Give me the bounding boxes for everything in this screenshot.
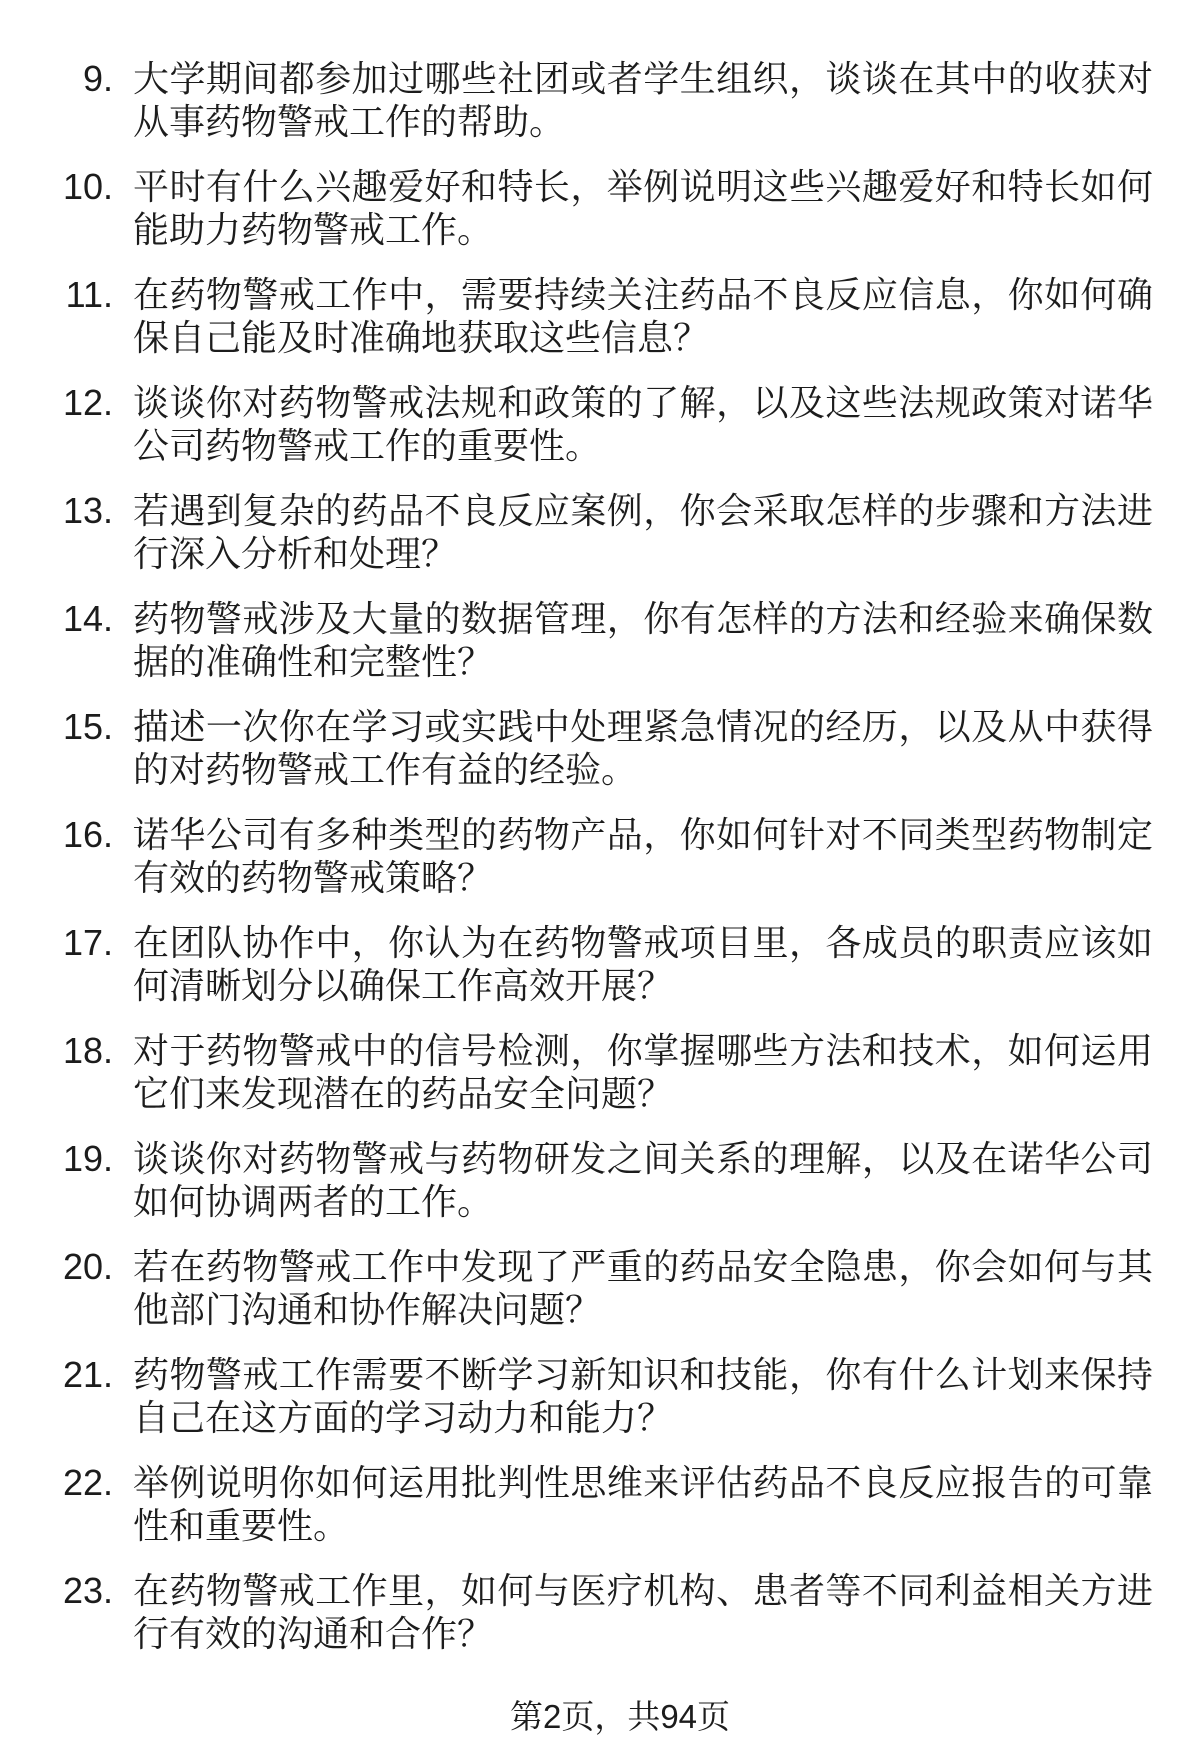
question-item	[0, 1029, 1190, 1115]
question-item	[0, 57, 1190, 143]
question-item	[0, 705, 1190, 791]
page-footer	[50, 1697, 1190, 1737]
question-line: 谈谈你对药物警戒法规和政策的了解，以及这些法规政策对诺华	[133, 382, 1153, 423]
question-item	[0, 813, 1190, 899]
question-line: 对于药物警戒中的信号检测，你掌握哪些方法和技术，如何运用	[133, 1030, 1153, 1071]
question-number: 9.	[82, 58, 113, 99]
question-line: 描述一次你在学习或实践中处理紧急情况的经历，以及从中获得	[133, 706, 1153, 747]
question-item	[0, 1353, 1190, 1439]
question-number: 17.	[62, 922, 113, 963]
page-number-label: 第2页，共94页	[509, 1698, 731, 1735]
question-line: 保自己能及时准确地获取这些信息？	[133, 317, 710, 358]
question-line: 的对药物警戒工作有益的经验。	[133, 749, 638, 790]
question-item	[0, 1245, 1190, 1331]
question-number: 10.	[62, 166, 113, 207]
question-text	[133, 1137, 1153, 1223]
question-line: 行深入分析和处理？	[133, 533, 458, 574]
question-line: 若遇到复杂的药品不良反应案例，你会采取怎样的步骤和方法进	[133, 490, 1153, 531]
question-line: 药物警戒涉及大量的数据管理，你有怎样的方法和经验来确保数	[133, 598, 1153, 639]
question-item	[0, 381, 1190, 467]
question-number: 18.	[62, 1030, 113, 1071]
question-item	[0, 1137, 1190, 1223]
question-line: 何清晰划分以确保工作高效开展？	[133, 965, 674, 1006]
question-line: 如何协调两者的工作。	[133, 1181, 494, 1222]
question-line: 他部门沟通和协作解决问题？	[133, 1289, 602, 1330]
question-line: 在药物警戒工作里，如何与医疗机构、患者等不同利益相关方进	[133, 1570, 1153, 1611]
question-line: 能助力药物警戒工作。	[133, 209, 494, 250]
question-text	[133, 165, 1153, 251]
question-list	[0, 57, 1190, 1677]
question-number: 21.	[62, 1354, 113, 1395]
question-line: 举例说明你如何运用批判性思维来评估药品不良反应报告的可靠	[133, 1462, 1153, 1503]
question-number: 14.	[62, 598, 113, 639]
question-line: 若在药物警戒工作中发现了严重的药品安全隐患，你会如何与其	[133, 1246, 1153, 1287]
question-text	[133, 273, 1153, 359]
question-item	[0, 921, 1190, 1007]
question-item	[0, 489, 1190, 575]
question-item	[0, 597, 1190, 683]
question-line: 药物警戒工作需要不断学习新知识和技能，你有什么计划来保持	[133, 1354, 1153, 1395]
question-text	[133, 921, 1153, 1007]
question-line: 自己在这方面的学习动力和能力？	[133, 1397, 674, 1438]
question-text	[133, 1569, 1153, 1655]
question-line: 谈谈你对药物警戒与药物研发之间关系的理解，以及在诺华公司	[133, 1138, 1153, 1179]
question-text	[133, 381, 1153, 467]
question-line: 它们来发现潜在的药品安全问题？	[133, 1073, 674, 1114]
question-number: 22.	[62, 1462, 113, 1503]
question-line: 性和重要性。	[133, 1505, 350, 1546]
question-number: 23.	[62, 1570, 113, 1611]
question-number: 15.	[62, 706, 113, 747]
question-line: 在药物警戒工作中，需要持续关注药品不良反应信息，你如何确	[133, 274, 1153, 315]
question-text	[133, 57, 1153, 143]
question-item	[0, 1461, 1190, 1547]
question-text	[133, 1245, 1153, 1331]
question-item	[0, 165, 1190, 251]
question-text	[133, 1461, 1153, 1547]
question-line: 诺华公司有多种类型的药物产品，你如何针对不同类型药物制定	[133, 814, 1153, 855]
question-line: 据的准确性和完整性？	[133, 641, 494, 682]
question-number: 13.	[62, 490, 113, 531]
question-text	[133, 489, 1153, 575]
question-number: 11.	[65, 274, 113, 315]
question-line: 公司药物警戒工作的重要性。	[133, 425, 602, 466]
question-text	[133, 813, 1153, 899]
question-number: 16.	[62, 814, 113, 855]
question-number: 19.	[62, 1138, 113, 1179]
question-line: 大学期间都参加过哪些社团或者学生组织，谈谈在其中的收获对	[133, 58, 1153, 99]
question-number: 20.	[62, 1246, 113, 1287]
question-text	[133, 1353, 1153, 1439]
question-line: 在团队协作中，你认为在药物警戒项目里，各成员的职责应该如	[133, 922, 1153, 963]
question-item	[0, 1569, 1190, 1655]
question-number: 12.	[62, 382, 113, 423]
question-line: 行有效的沟通和合作？	[133, 1613, 494, 1654]
question-line: 从事药物警戒工作的帮助。	[133, 101, 566, 142]
question-text	[133, 705, 1153, 791]
question-line: 有效的药物警戒策略？	[133, 857, 494, 898]
question-text	[133, 1029, 1153, 1115]
question-item	[0, 273, 1190, 359]
question-line: 平时有什么兴趣爱好和特长，举例说明这些兴趣爱好和特长如何	[133, 166, 1153, 207]
question-text	[133, 597, 1153, 683]
